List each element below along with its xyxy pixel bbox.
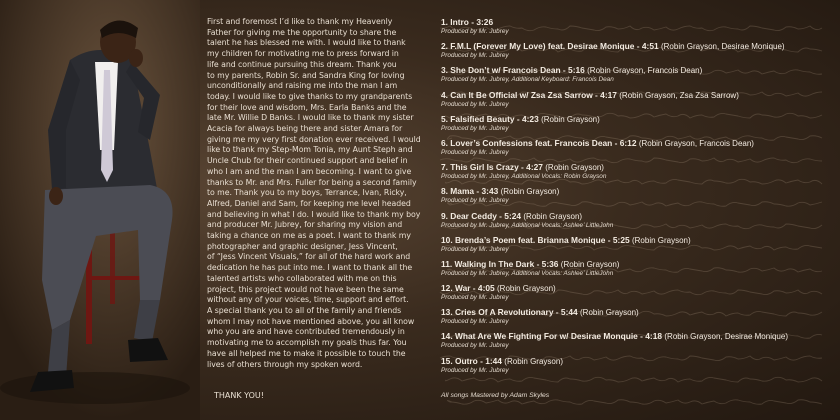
thank-you-line: to me. Thank you to my boys, Terrance, Ivan, Ricky, <box>207 188 407 198</box>
thank-you-line: and producer Mr. Jubrey, for sharing my vision and <box>207 220 403 230</box>
track-producer-note: Produced by Mr. Jubrey, Additional Keyboard: Francois Dean <box>441 76 614 84</box>
thank-you-line: taking a chance on me as a poet. I want to thank my <box>207 231 411 241</box>
thank-you-line: today. I would like to give thanks to my grandparents <box>207 91 413 101</box>
track-item <box>441 211 836 235</box>
track-title: 11. Walking In The Dark - 5:36 <box>441 258 559 269</box>
thank-you-line: lives of others through my spoken word. <box>207 359 363 369</box>
thank-you-line: Father for giving me the opportunity to share the <box>207 27 397 37</box>
track-heading <box>441 331 836 342</box>
track-title: 13. Cries Of A Revolutionary - 5:44 <box>441 307 578 318</box>
thank-you-line: A special thank you to all of the family and friends <box>207 305 402 315</box>
thank-you-line: talent he has blessed me with. I would like to thank <box>207 38 406 48</box>
track-title: 9. Dear Ceddy - 5:24 <box>441 210 522 221</box>
thank-you-line: thanks to Mr. and Mrs. Fuller for being a second family <box>207 177 417 187</box>
thank-you-line: project, this project would not have been the same <box>207 284 404 294</box>
thank-you-line: motivating me to accomplish my goals thus far. You <box>207 338 407 348</box>
mastering-credit: All songs Mastered by Adam Skyles <box>441 392 550 399</box>
track-title: 10. Brenda’s Poem feat. Brianna Monique - 5:25 <box>441 234 630 245</box>
track-producer-note: Produced by Mr. Jubrey <box>441 197 509 205</box>
track-producer-note: Produced by Mr. Jubrey <box>441 28 509 35</box>
track-writers: (Robin Grayson, Zsa Zsa Sarrow) <box>619 90 739 100</box>
track-heading <box>441 162 836 173</box>
track-title: 4. Can It Be Official w/ Zsa Zsa Sarrow - 4:17 <box>441 89 617 100</box>
thank-you-line: and believing in what I do. I would like to thank my boy <box>207 209 421 219</box>
track-heading <box>441 235 836 246</box>
track-item <box>441 356 836 380</box>
thank-you-line: who you are and have contributed tremendously in <box>207 327 405 337</box>
track-title: 15. Outro - 1:44 <box>441 355 502 366</box>
thank-you-line: talented artists who collaborated with me on this <box>207 273 397 283</box>
track-writers: (Robin Grayson) <box>541 114 600 124</box>
track-title: 12. War - 4:05 <box>441 283 495 294</box>
track-list <box>441 17 836 380</box>
track-writers: (Robin Grayson) <box>523 211 583 221</box>
track-writers: (Robin Grayson) <box>631 235 691 245</box>
track-item <box>441 138 836 162</box>
thank-you-line: Alfred, Daniel and Sam, for keeping me level headed <box>207 198 411 208</box>
track-heading <box>441 307 836 318</box>
track-writers: (Robin Grayson) <box>497 284 556 294</box>
track-writers: (Robin Grayson, Desirae Monique) <box>664 332 788 342</box>
track-producer-note: Produced by Mr. Jubrey <box>441 294 509 302</box>
track-heading <box>441 211 836 222</box>
track-heading <box>441 90 836 101</box>
thank-you-line: for their love and wisdom, Mrs. Earla Banks and the <box>207 102 407 112</box>
track-producer-note: Produced by Mr. Jubrey <box>441 245 509 253</box>
thank-you-line: photographer and graphic designer, Jess Vincent, <box>207 241 398 251</box>
thank-you-line: Uncle Chub for their continued support and belief in <box>207 156 408 166</box>
thank-you-line: my children for motivating me to press forward in <box>207 49 399 59</box>
thank-you-line: First and foremost I’d like to thank my Heavenly <box>207 17 393 26</box>
track-writers: (Robin Grayson) <box>504 356 563 366</box>
track-item <box>441 162 836 186</box>
track-producer-note: Produced by Mr. Jubrey <box>441 148 509 156</box>
track-producer-note: Produced by Mr. Jubrey, Additional Vocals: Ashlee’ LittleJohn <box>441 221 614 229</box>
thank-you-line: without any of your voices, time, support and effort. <box>207 295 409 305</box>
thank-you-text <box>207 17 437 370</box>
thank-you-line: Acacia for always being there and sister Amara for <box>207 124 403 134</box>
track-title: 3. She Don’t w/ Francois Dean - 5:16 <box>441 65 585 76</box>
thank-you-line: dedication he has put into me. I want to thank all the <box>207 263 413 273</box>
track-writers: (Robin Grayson) <box>560 259 620 269</box>
track-item <box>441 17 836 41</box>
thank-you-line: giving me my very first donation ever received. I would <box>207 134 421 144</box>
track-producer-note: Produced by Mr. Jubrey <box>441 318 509 326</box>
track-item <box>441 186 836 210</box>
thank-you-line: who I am and the man I am becoming. I want to give <box>207 166 412 176</box>
thank-you-line: life and continue pursuing this dream. Thank you <box>207 59 397 69</box>
track-item <box>441 65 836 89</box>
track-writers: (Robin Grayson, Francois Dean) <box>638 138 754 148</box>
thank-you-line: unconditionally and raising me into the man I am <box>207 81 398 91</box>
track-producer-note: Produced by Mr. Jubrey <box>441 342 509 350</box>
track-producer-note: Produced by Mr. Jubrey, Additional Vocals: Robin Grayson <box>441 173 607 181</box>
track-title: 7. This Girl Is Crazy - 4:27 <box>441 162 543 173</box>
track-producer-note: Produced by Mr. Jubrey, Additional Vocals: Ashlee’ LittleJohn <box>441 269 614 277</box>
track-writers: (Robin Grayson, Desirae Monique) <box>660 42 785 52</box>
track-title: 1. Intro - 3:26 <box>441 17 494 27</box>
track-producer-note: Produced by Mr. Jubrey <box>441 52 509 60</box>
thank-you-closing: THANK YOU! <box>214 391 264 400</box>
track-heading <box>441 356 836 367</box>
track-item <box>441 41 836 65</box>
track-heading <box>441 259 836 270</box>
track-heading <box>441 186 836 197</box>
track-producer-note: Produced by Mr. Jubrey <box>441 100 509 108</box>
track-title: 8. Mama - 3:43 <box>441 186 499 197</box>
artist-photo <box>0 0 200 420</box>
track-item <box>441 235 836 259</box>
thank-you-line: to my parents, Robin Sr. and Sandra King for loving <box>207 70 405 80</box>
track-item <box>441 90 836 114</box>
track-item <box>441 331 836 355</box>
thank-you-line: like to thank my Step-Mom Tonia, my Aunt Steph and <box>207 145 413 155</box>
thank-you-line: whom I may not have mentioned above, you all know <box>207 316 415 326</box>
track-writers: (Robin Grayson) <box>500 187 560 197</box>
track-heading <box>441 138 836 149</box>
track-producer-note: Produced by Mr. Jubrey <box>441 124 509 132</box>
track-title: 6. Lover’s Confessions feat. Francois Dean - 6:12 <box>441 137 637 148</box>
thank-you-line: late Mr. Willie D Banks. I would like to thank my sister <box>207 113 414 123</box>
track-title: 14. What Are We Fighting For w/ Desirae Monquie - 4:18 <box>441 331 663 342</box>
track-item <box>441 259 836 283</box>
track-heading <box>441 41 836 52</box>
track-producer-note: Produced by Mr. Jubrey <box>441 366 509 374</box>
handwriting-stroke <box>447 400 822 405</box>
thank-you-line: of “Jess Vincent Visuals,” for all of the hard work and <box>207 252 411 262</box>
track-writers: (Robin Grayson, Francois Dean) <box>587 66 703 76</box>
track-heading <box>441 114 836 125</box>
track-writers: (Robin Grayson) <box>580 308 639 318</box>
track-heading <box>441 17 836 28</box>
track-item <box>441 283 836 307</box>
track-title: 5. Falsified Beauty - 4:23 <box>441 113 539 124</box>
track-item <box>441 307 836 331</box>
track-title: 2. F.M.L (Forever My Love) feat. Desirae Monique - 4:51 <box>441 41 659 52</box>
track-item <box>441 114 836 138</box>
track-heading <box>441 283 836 294</box>
track-heading <box>441 65 836 76</box>
thank-you-line: have all helped me to make it possible to touch the <box>207 348 406 358</box>
track-writers: (Robin Grayson) <box>545 163 604 173</box>
